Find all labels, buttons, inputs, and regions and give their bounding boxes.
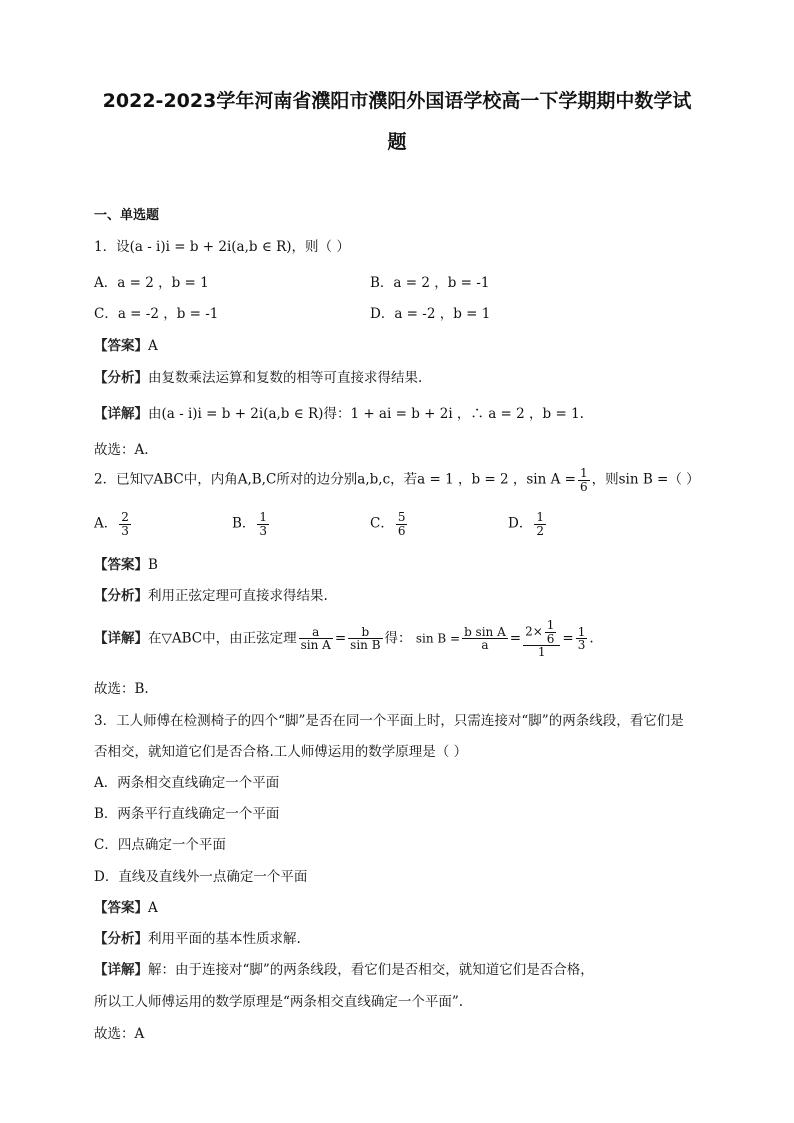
q3-detail-line-1 [94, 958, 594, 978]
q2-choice-value: B. [134, 681, 149, 697]
q3-stem-line-1: 3．工人师傅在检测椅子的四个“脚”是否在同一个平面上时，只需连接对“脚”的两条线段，看它们是 [94, 713, 684, 729]
q2-option-b [232, 511, 271, 537]
equals-sign: = [334, 630, 347, 647]
q3-option-b: B．两条平行直线确定一个平面 [94, 806, 280, 822]
fraction-numerator: 1 [577, 624, 586, 639]
equals-sign: = [562, 630, 574, 647]
fraction-numerator: 1 [536, 510, 544, 524]
fraction-numerator: 2 [121, 510, 129, 524]
fraction-denominator: 3 [121, 523, 129, 538]
sinB-expression: sin B = [415, 631, 461, 646]
q1-answer [94, 334, 158, 354]
equals-sign: = [509, 630, 522, 647]
q2-stem-fraction [578, 467, 590, 493]
q3-choice [94, 1022, 144, 1042]
page-title-line-2: 题 [387, 131, 407, 153]
q3-option-c: C．四点确定一个平面 [94, 837, 226, 853]
fraction-numerator: a [299, 626, 333, 640]
nested-fraction [545, 619, 557, 645]
q1-detail [94, 402, 584, 422]
fraction-numerator: b sin A [464, 624, 506, 639]
q2-option-d [508, 511, 548, 537]
fraction-numerator [523, 619, 560, 646]
q3-analysis [94, 927, 301, 947]
q1-detail-text: 由(a - i)i = b + 2i(a,b ∈ R)得：1 + ai = b + 2i ，∴ a = 2 ，b = 1. [148, 406, 584, 422]
choice-label: 故选： [94, 681, 135, 697]
fraction-numerator: b [348, 626, 382, 640]
option-label: D． [508, 515, 533, 532]
answer-label: 【答案】 [94, 338, 148, 354]
expr-fraction-2 [523, 619, 560, 659]
q1-choice [94, 438, 149, 458]
fraction-denominator: 6 [579, 479, 588, 494]
page-title-line-1: 2022-2023学年河南省濮阳市濮阳外国语学校高一下学期期中数学试 [102, 90, 692, 112]
fraction-numerator: 1 [546, 618, 555, 632]
analysis-label: 【分析】 [94, 370, 148, 386]
fraction-denominator: sin B [350, 638, 381, 653]
period: . [589, 630, 594, 647]
q1-stem: 1．设(a - i)i = b + 2i(a,b ∈ R)，则（ ） [94, 239, 350, 255]
q3-answer [94, 896, 158, 916]
option-fraction [396, 511, 408, 537]
fraction-numerator: 1 [259, 510, 268, 524]
q3-option-d: D．直线及直线外一点确定一个平面 [94, 869, 308, 885]
q1-option-a: A．a = 2 ，b = 1 [94, 275, 209, 291]
fraction-denominator: a [481, 638, 489, 653]
option-fraction [119, 511, 131, 537]
q3-detail-text-1: 解：由于连接对“脚”的两条线段，看它们是否相交，就知道它们是否合格， [148, 962, 594, 978]
fraction-denominator: 2 [536, 523, 544, 538]
detail-label: 【详解】 [94, 406, 148, 422]
choice-label: 故选： [94, 1026, 135, 1042]
expr-fraction-3 [576, 626, 588, 652]
q1-choice-value: A. [134, 442, 149, 458]
analysis-label: 【分析】 [94, 588, 148, 604]
q1-answer-value: A [148, 338, 158, 354]
q3-choice-value: A [134, 1026, 145, 1042]
numerator-prefix: 2× [525, 624, 543, 639]
q3-answer-value: A [148, 900, 158, 916]
detail-label: 【详解】 [94, 630, 148, 647]
fraction-numerator: 1 [579, 466, 588, 480]
q2-detail-a: 在▽ABC中，由正弦定理 [148, 630, 297, 647]
answer-label: 【答案】 [94, 900, 148, 916]
q2-option-a [94, 511, 133, 537]
q3-option-a: A．两条相交直线确定一个平面 [94, 775, 280, 791]
q3-analysis-text: 利用平面的基本性质求解. [148, 931, 301, 947]
option-label: B． [232, 515, 256, 532]
choice-label: 故选： [94, 442, 135, 458]
q2-stem-b: ，则sin B =（ ） [591, 471, 700, 488]
q1-analysis [94, 366, 422, 386]
law-fraction-b [348, 626, 382, 652]
q2-detail [94, 619, 594, 659]
detail-label: 【详解】 [94, 962, 148, 978]
answer-label: 【答案】 [94, 557, 148, 573]
law-fraction-a [299, 626, 333, 652]
q2-analysis-text: 利用正弦定理可直接求得结果. [148, 588, 328, 604]
fraction-denominator: 3 [577, 638, 586, 653]
q2-answer [94, 553, 158, 573]
option-label: C． [370, 515, 394, 532]
fraction-denominator: sin A [300, 638, 331, 653]
q2-detail-b: 得： [384, 630, 412, 647]
q2-stem-a: 2．已知▽ABC中，内角A,B,C所对的边分别a,b,c，若a = 1 ，b = 2 ，sin A = [94, 471, 576, 488]
q1-option-c: C．a = -2 ，b = -1 [94, 306, 219, 322]
fraction-denominator: 3 [259, 523, 268, 538]
q2-choice [94, 677, 149, 697]
q2-stem [94, 467, 700, 493]
fraction-denominator: 6 [397, 523, 406, 538]
q1-analysis-text: 由复数乘法运算和复数的相等可直接求得结果. [148, 370, 423, 386]
q2-analysis [94, 584, 328, 604]
expr-fraction-1 [462, 626, 508, 652]
q2-option-c [370, 511, 409, 537]
fraction-denominator: 1 [537, 645, 546, 660]
fraction-denominator: 6 [546, 631, 555, 646]
option-label: A． [94, 515, 118, 532]
analysis-label: 【分析】 [94, 931, 148, 947]
q1-option-b: B．a = 2 ，b = -1 [370, 275, 490, 291]
q1-option-d: D．a = -2 ，b = 1 [370, 306, 491, 322]
q2-answer-value: B [148, 557, 158, 573]
q3-stem-line-2: 否相交，就知道它们是否合格.工人师傅运用的数学原理是（ ） [94, 744, 468, 760]
q3-detail-line-2: 所以工人师傅运用的数学原理是“两条相交直线确定一个平面”. [94, 994, 464, 1010]
section-heading: 一、单选题 [94, 208, 160, 223]
fraction-numerator: 5 [397, 510, 406, 524]
option-fraction [534, 511, 546, 537]
option-fraction [257, 511, 269, 537]
